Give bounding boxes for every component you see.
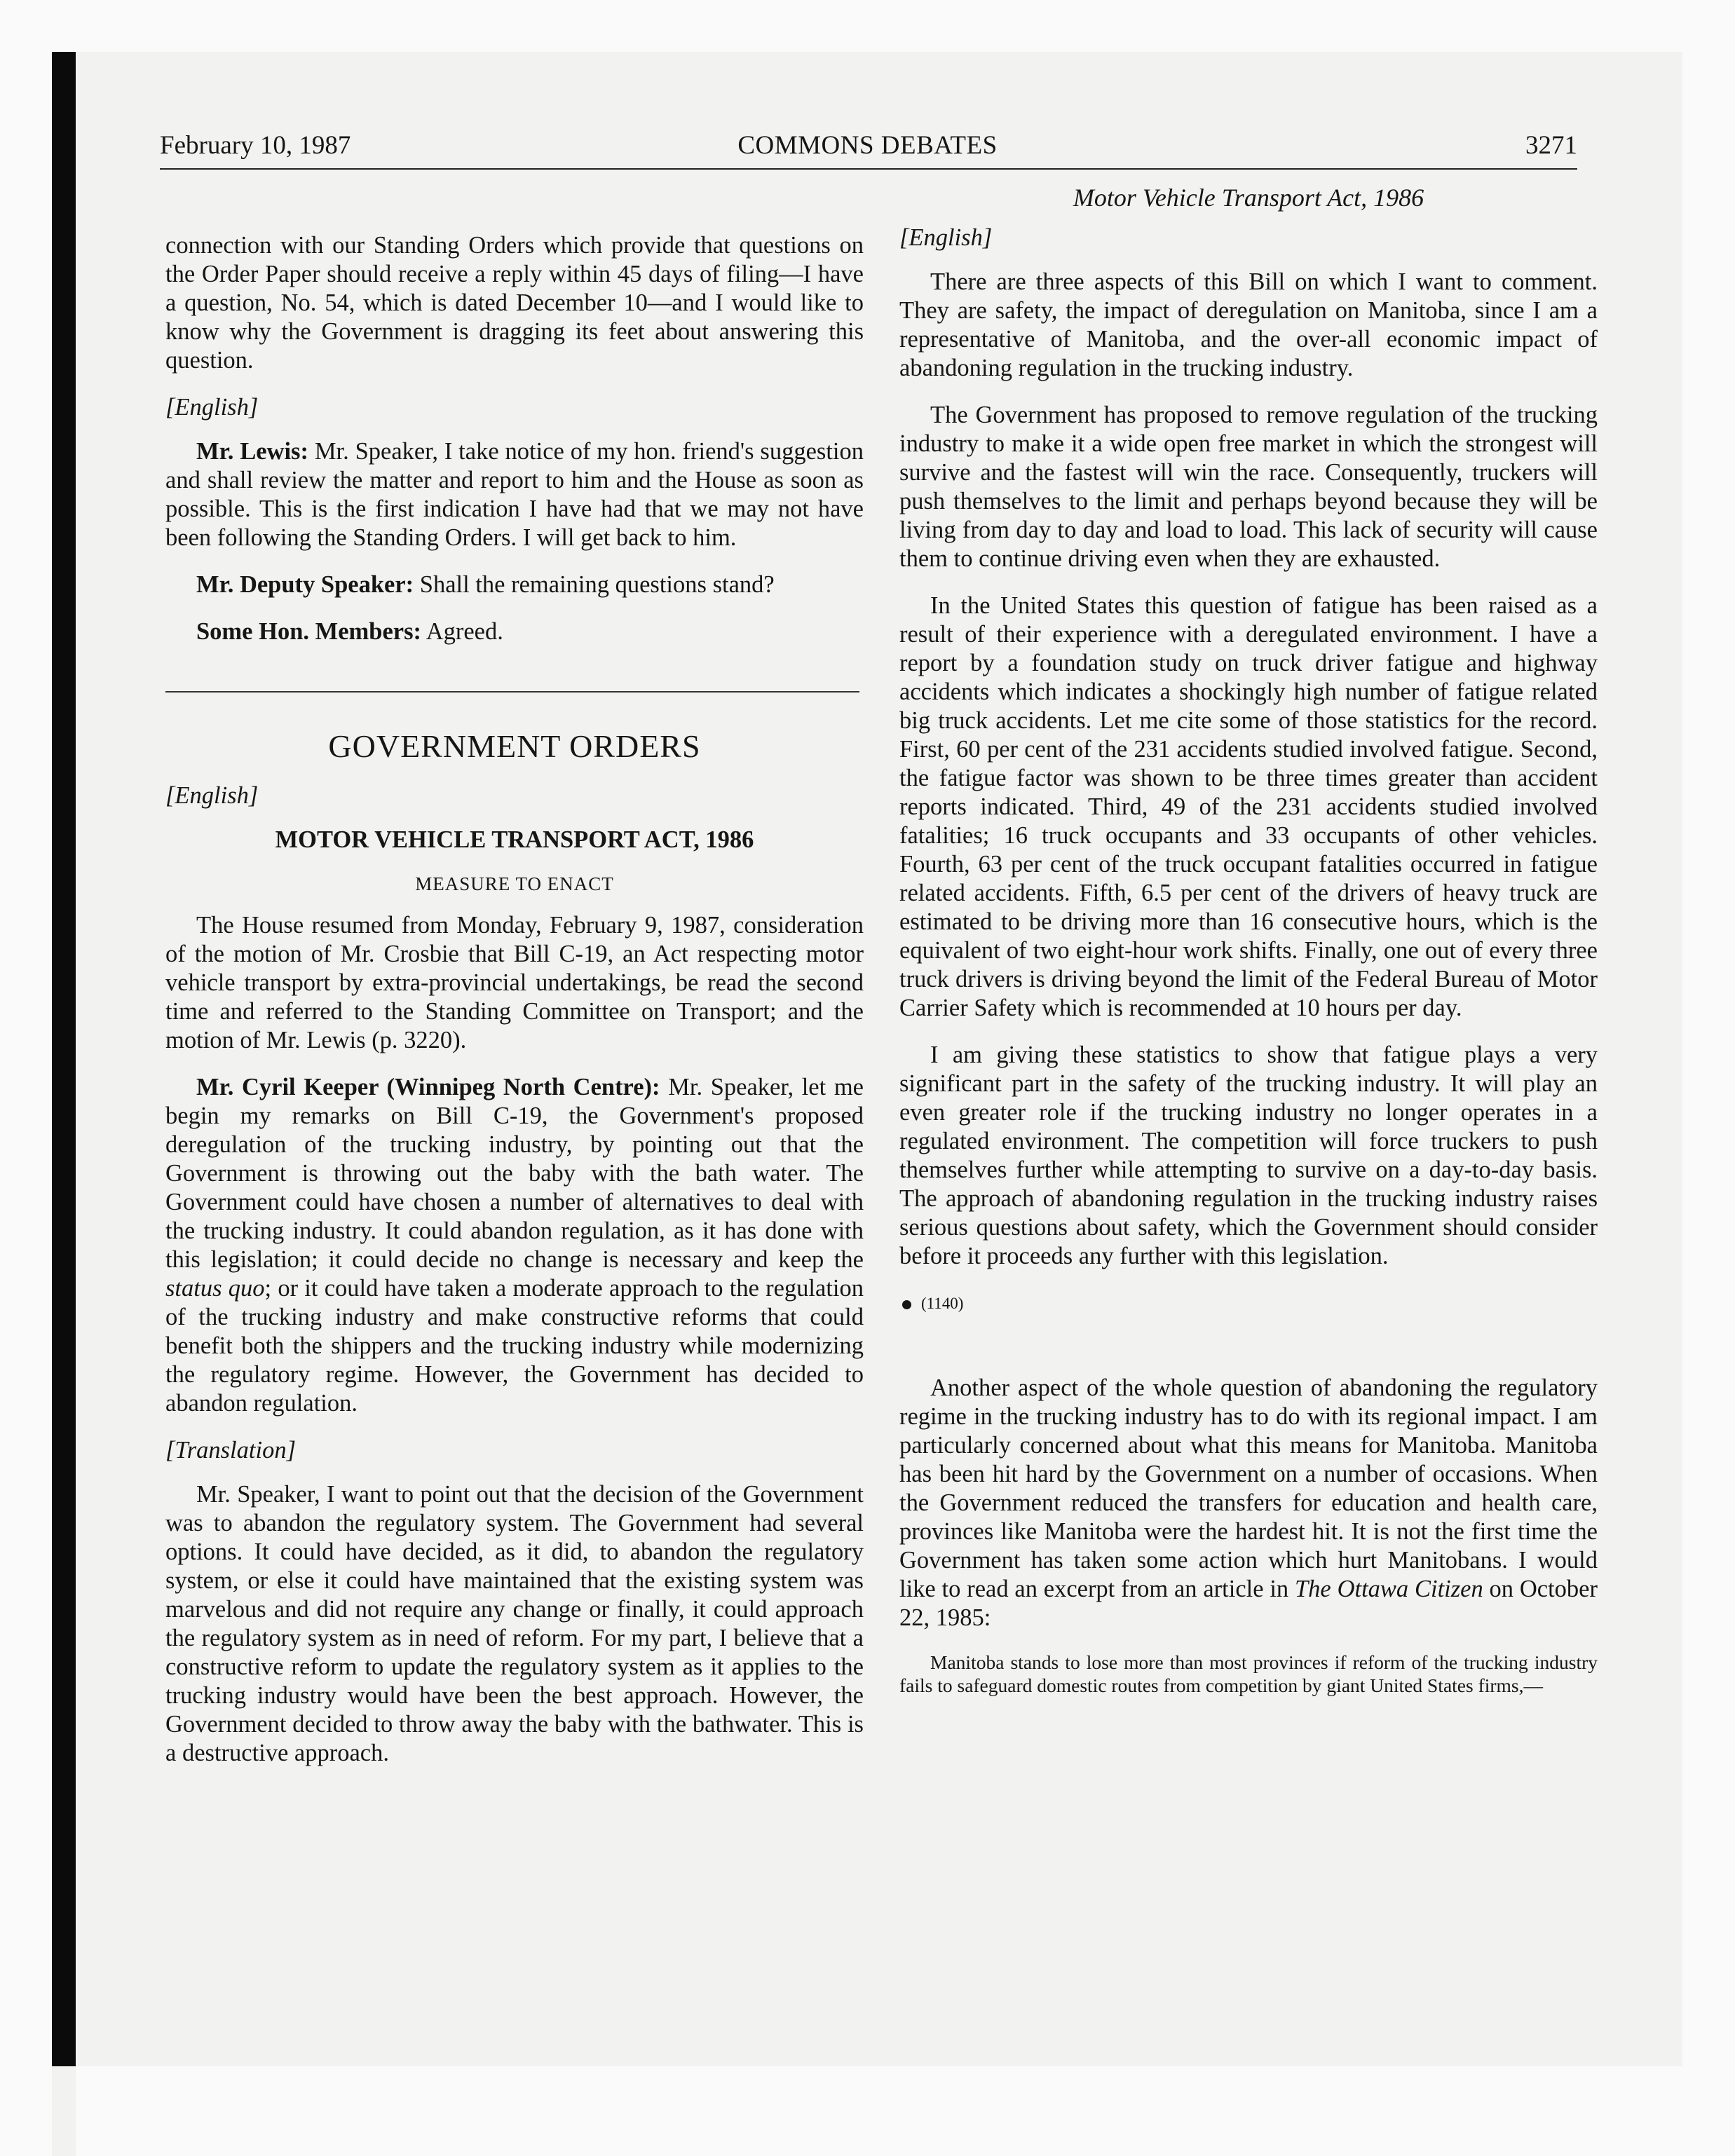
scan-binding-edge <box>52 52 76 2066</box>
section-divider <box>165 691 859 692</box>
paragraph <box>165 1073 864 1418</box>
paragraph: Mr. Speaker, I want to point out that the decision of the Government was to abandon the regulatory system. The Government had several options. It could have decided, as it did, to abandon the regulatory system, or else it could have maintained that the existing system was marvelous and did not require any change or finally, it could approach the regulatory system as in need of reform. For my part, I believe that a constructive reform to update the regulatory system as it applies to the trucking industry would have been the best approach. However, the Government decided to throw away the baby with the bathwater. This is a destructive approach. <box>165 1481 864 1766</box>
italic-term: status quo <box>165 1275 265 1302</box>
header-page-number: 3271 <box>1525 131 1577 160</box>
header-publication: COMMONS DEBATES <box>737 131 998 160</box>
time-stamp-text: (1140) <box>921 1295 964 1312</box>
time-stamp <box>902 1289 1598 1318</box>
paragraph <box>899 1374 1598 1632</box>
debate-heading: Motor Vehicle Transport Act, 1986 <box>1073 184 1424 212</box>
paragraph: The Government has proposed to remove regulation of the trucking industry to make it a wide open free market in which the strongest will survive and the fastest will win the race. Consequently, truckers will push themselves to the limit and perhaps beyond because they will be living from day to day and load to load. This lack of security will cause them to continue driving even when they are exhausted. <box>899 402 1598 572</box>
right-column <box>899 184 1598 1715</box>
paragraph: The House resumed from Monday, February 9, 1987, consideration of the motion of Mr. Crosbie that Bill C-19, an Act respecting motor vehicle transport by extra-provincial undertakings, be read the second time and referred to the Standing Committee on Transport; and the motion of Mr. Lewis (p. 3220). <box>165 912 864 1053</box>
paragraph: connection with our Standing Orders which provide that questions on the Order Paper should receive a reply within 45 days of filing—I have a question, No. 54, which is dated December 10—and I would like to know why the Government is dragging its feet about answering this question. <box>165 232 864 374</box>
paragraph: There are three aspects of this Bill on which I want to comment. They are safety, the impact of deregulation on Manitoba, since I am a representative of Manitoba, and the over-all economic impact of abandoning regulation in the trucking industry. <box>899 268 1598 381</box>
language-marker: [Translation] <box>165 1437 296 1464</box>
language-marker: [English] <box>165 394 259 421</box>
section-title: GOVERNMENT ORDERS <box>328 728 701 764</box>
language-marker: [English] <box>165 782 259 809</box>
speaker-name: Mr. Deputy Speaker: <box>196 571 414 598</box>
speaker-name: Some Hon. Members: <box>196 618 421 645</box>
speech-text: ; or it could have taken a moderate approach to the regulation of the trucking industry and make constructive reforms that could benefit both the shippers and the trucking industry while modernizing the regulatory regime. However, the Government has decided to abandon regulation. <box>165 1275 864 1417</box>
speech-text: Mr. Speaker, I take notice of my hon. friend's suggestion and shall review the matter and report to him and the House as soon as possible. This is the first indication I have had that we may not have been following the Standing Orders. I will get back to him. <box>165 438 864 551</box>
measure-subtitle: MEASURE TO ENACT <box>415 873 614 894</box>
speaker-name: Mr. Cyril Keeper (Winnipeg North Centre): <box>196 1074 660 1100</box>
header-rule <box>160 168 1577 170</box>
bill-title: MOTOR VEHICLE TRANSPORT ACT, 1986 <box>275 826 754 853</box>
scan-margin-left <box>0 0 52 2156</box>
paragraph <box>165 571 864 599</box>
paragraph <box>165 437 864 552</box>
scan-margin-right <box>1682 0 1735 2156</box>
block-quote: Manitoba stands to lose more than most provinces if reform of the trucking industry fails to safeguard domestic routes from competition by giant United States firms,— <box>899 1651 1598 1696</box>
italic-publication: The Ottawa Citizen <box>1295 1576 1483 1602</box>
paragraph: In the United States this question of fatigue has been raised as a result of their experience with a deregulated environment. I have a report by a foundation study on truck driver fatigue and highway accidents which indicates a shockingly high number of fatigue related big truck accidents. Let me cite some of those statistics for the record. First, 60 per cent of the 231 accidents studied involved fatigue. Second, the fatigue factor was shown to be three times greater than accident reports indicated. Third, 49 of the 231 accidents studied involved fatalities; 16 truck occupants and 33 occupants of other vehicles. Fourth, 63 per cent of the truck occupant fatalities occurred in fatigue related accidents. Fifth, 6.5 per cent of the drivers of heavy truck are estimated to be driving more than 16 consecutive hours, which is the equivalent of two eight-hour work shifts. Finally, one out of every three truck drivers is driving beyond the limit of the Federal Bureau of Motor Carrier Safety which is recommended at 10 hours per day. <box>899 592 1598 1021</box>
left-column <box>165 231 864 1786</box>
speech-text: Agreed. <box>421 618 503 645</box>
paragraph: I am giving these statistics to show that fatigue plays a very significant part in the safety of the trucking industry. It will play an even greater role if the trucking industry no longer operates in a regulated environment. The competition will force truckers to push themselves further while attempting to survive on a day-to-day basis. The approach of abandoning regulation in the trucking industry raises serious questions about safety, which the Government should consider before it proceeds any further with this legislation. <box>899 1042 1598 1269</box>
speech-text: on October 22, 1985: <box>899 1576 1598 1631</box>
scan-margin-bottom <box>76 2066 1682 2156</box>
speech-text: Mr. Speaker, let me begin my remarks on Bill C-19, the Government's proposed deregulation of the trucking industry, by pointing out that the Government is throwing out the baby with the bath water. The Government could have chosen a number of alternatives to deal with the trucking industry. It could abandon regulation, as it has done with this legislation; it could decide no change is necessary and keep the <box>165 1074 864 1273</box>
speaker-name: Mr. Lewis: <box>196 438 308 465</box>
language-marker: [English] <box>899 224 993 251</box>
speech-text: Another aspect of the whole question of abandoning the regulatory regime in the trucking industry has to do with its regional impact. I am particularly concerned about what this means for Manitoba. Manitoba has been hit hard by the Government on a number of occasions. When the Government reduced the transfers for education and health care, provinces like Manitoba were the hardest hit. It is not the first time the Government has taken some action which hurt Manitobans. I would like to read an excerpt from an article in <box>899 1374 1598 1602</box>
bullet-icon <box>902 1300 911 1309</box>
paragraph <box>165 618 864 646</box>
speech-text: Shall the remaining questions stand? <box>414 571 775 598</box>
scan-margin-top <box>0 0 1735 52</box>
header-date: February 10, 1987 <box>160 131 351 160</box>
